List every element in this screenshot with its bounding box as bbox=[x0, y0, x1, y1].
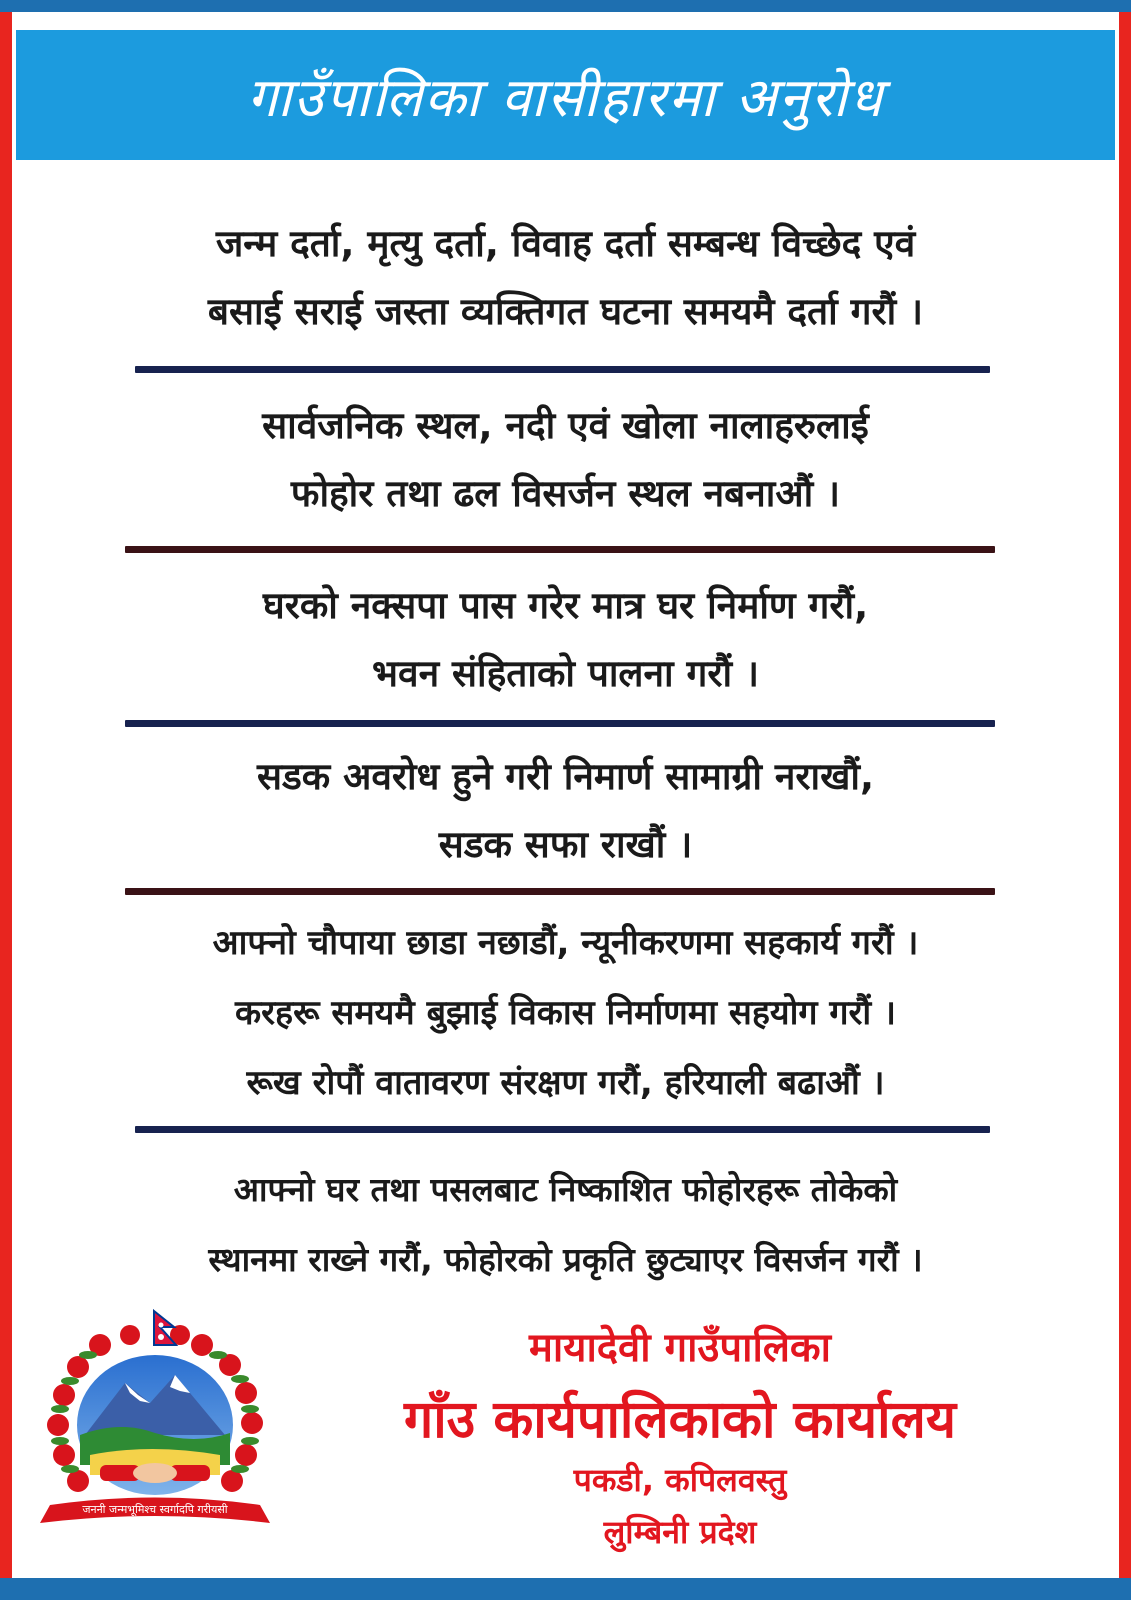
notice-line: घरको नक्सपा पास गरेर मात्र घर निर्माण गरौं, bbox=[262, 584, 869, 627]
notice-livestock-tax-trees bbox=[40, 908, 1091, 1118]
municipality-name: मायादेवी गाउँपालिका bbox=[528, 1325, 832, 1371]
notice-line: स्थानमा राख्ने गरौं, फोहोरको प्रकृति छुट्याएर विसर्जन गरौं । bbox=[208, 1240, 923, 1279]
notice-waste bbox=[40, 1155, 1091, 1295]
notice-line: आफ्नो चौपाया छाडा नछाडौं, न्यूनीकरणमा सहकार्य गरौं । bbox=[212, 923, 919, 963]
divider-rule bbox=[135, 1126, 990, 1133]
frame-left-red-border bbox=[0, 0, 12, 1600]
notice-public-places bbox=[40, 392, 1091, 528]
notice-line: रूख रोपौं वातावरण संरक्षण गरौं, हरियाली बढाऔं । bbox=[246, 1063, 885, 1103]
emblem-motto: जननी जन्मभूमिश्च स्वर्गादपि गरीयसी bbox=[82, 1503, 228, 1516]
divider-rule bbox=[125, 720, 995, 727]
province-name: लुम्बिनी प्रदेश bbox=[603, 1513, 757, 1551]
notice-line: सडक अवरोध हुने गरी निमार्ण सामाग्री नराखौं, bbox=[256, 755, 875, 798]
handshake-icon bbox=[100, 1463, 210, 1483]
frame-right-red-border bbox=[1119, 0, 1131, 1600]
divider-rule bbox=[125, 888, 995, 895]
office-location: पकडी, कपिलवस्तु bbox=[573, 1461, 787, 1499]
notice-line: करहरू समयमै बुझाई विकास निर्माणमा सहयोग गरौं । bbox=[235, 993, 896, 1033]
notice-building-code bbox=[40, 572, 1091, 708]
divider-rule bbox=[135, 366, 990, 373]
notice-line: जन्म दर्ता, मृत्यु दर्ता, विवाह दर्ता सम्बन्ध विच्छेद एवं bbox=[215, 222, 916, 265]
nepal-government-emblem bbox=[30, 1305, 300, 1545]
divider-rule bbox=[125, 546, 995, 553]
motto-banner bbox=[40, 1498, 270, 1524]
notice-line: फोहोर तथा ढल विसर्जन स्थल नबनाऔं । bbox=[290, 472, 841, 515]
notice-registration bbox=[40, 210, 1091, 346]
frame-top-blue-border bbox=[0, 0, 1131, 12]
frame-bottom-blue-border bbox=[0, 1578, 1131, 1600]
office-name: गाँउ कार्यपालिकाको कार्यालय bbox=[404, 1390, 956, 1450]
notice-line: सार्वजनिक स्थल, नदी एवं खोला नालाहरुलाई bbox=[262, 404, 869, 447]
notice-line: भवन संहिताको पालना गरौं । bbox=[372, 652, 759, 695]
nepal-flag-icon bbox=[154, 1311, 176, 1345]
notice-line: आफ्नो घर तथा पसलबाट निष्काशित फोहोरहरू तोकेको bbox=[233, 1170, 898, 1209]
notice-line: बसाई सराई जस्ता व्यक्तिगत घटना समयमै दर्ता गरौं । bbox=[207, 290, 924, 333]
notice-road bbox=[40, 743, 1091, 879]
poster-title: गाउँपालिका वासीहारमा अनुरोध bbox=[246, 66, 885, 129]
notice-line: सडक सफा राखौं । bbox=[438, 823, 693, 866]
